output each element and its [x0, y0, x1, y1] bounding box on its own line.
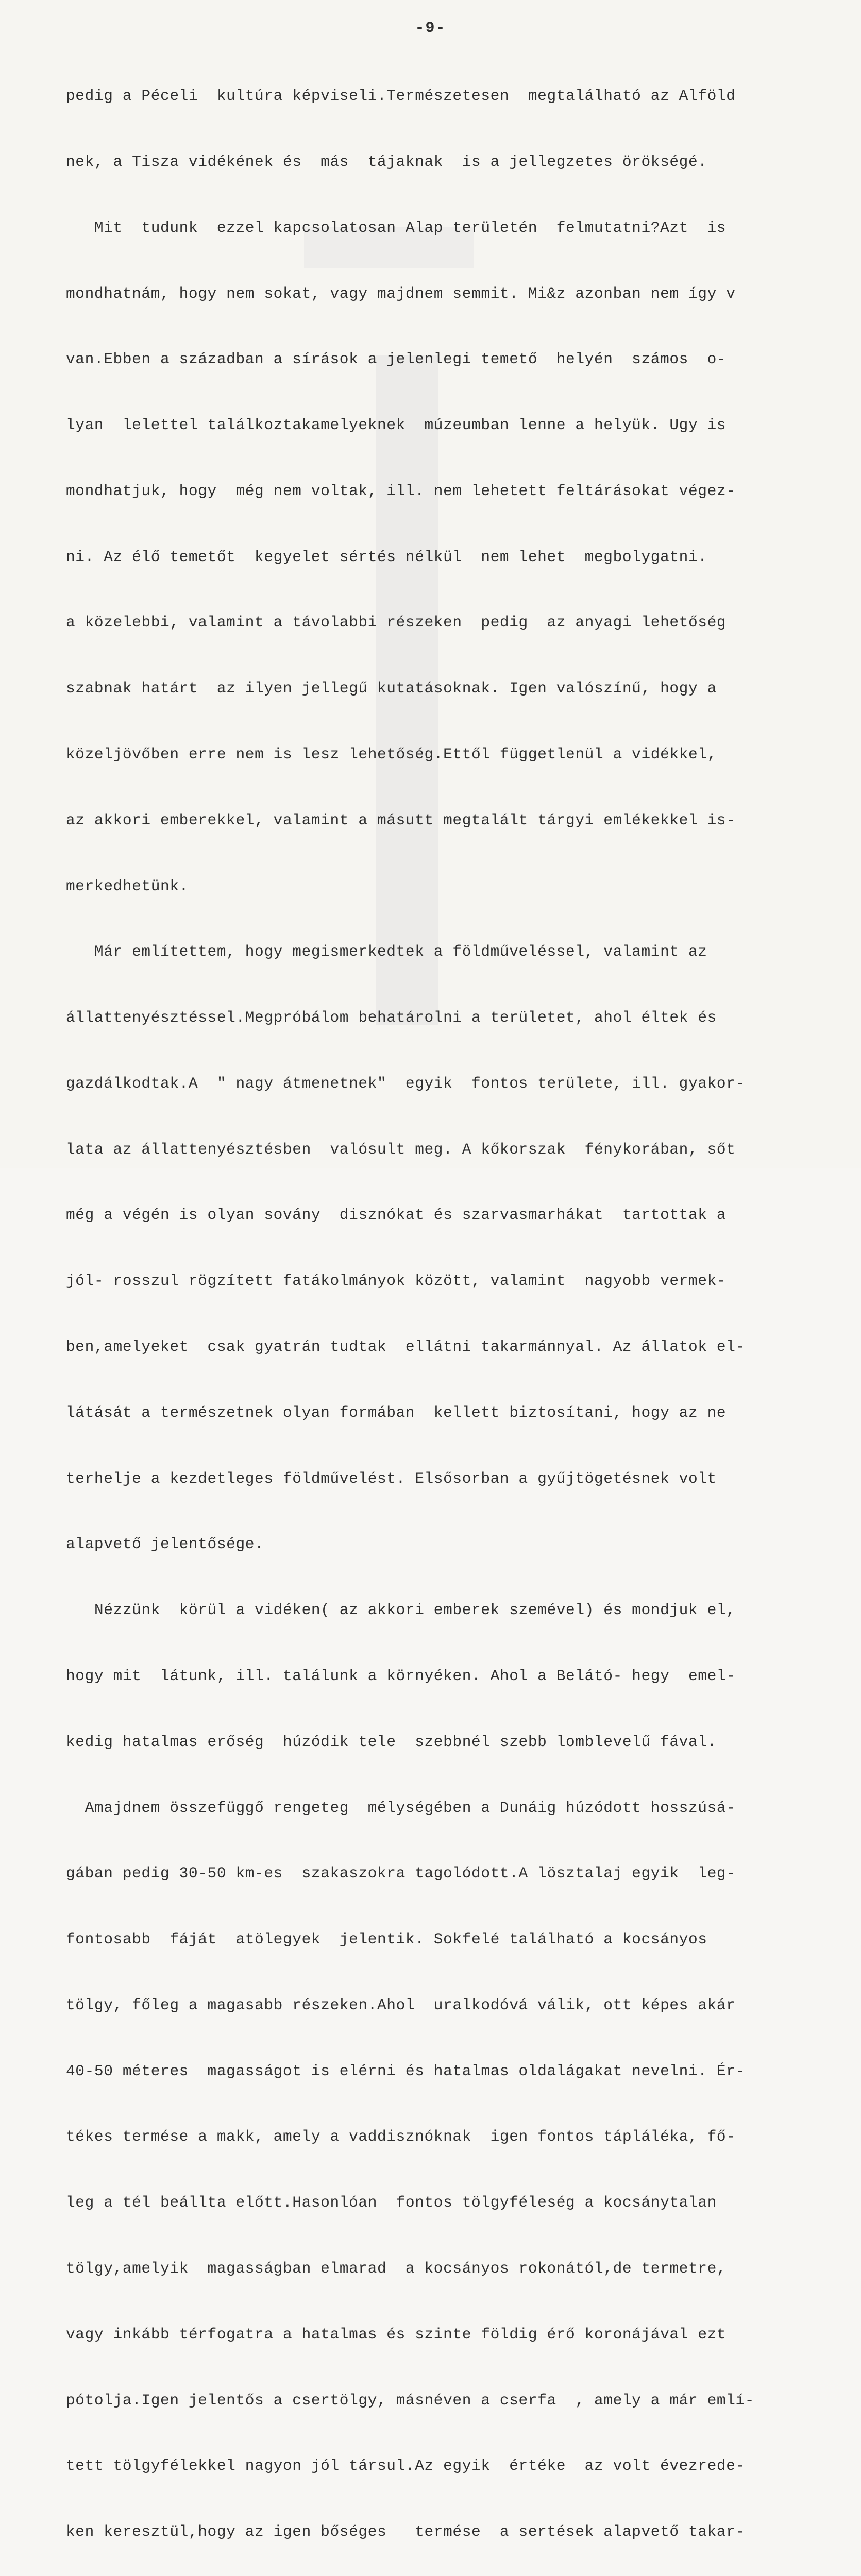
text-line: lyan lelettel találkoztakamelyeknek múzeumban lenne a helyük. Ugy is: [66, 416, 727, 434]
text-line: terhelje a kezdetleges földművelést. Elsősorban a gyűjtögetésnek volt: [66, 1469, 717, 1487]
text-line: 40-50 méteres magasságot is elérni és hatalmas oldalágakat nevelni. Ér-: [66, 2062, 745, 2080]
text-line: mondhatnám, hogy nem sokat, vagy majdnem semmit. Mi&z azonban nem így v: [66, 284, 736, 302]
text-line: mondhatjuk, hogy még nem voltak, ill. nem lehetett feltárásokat végez-: [66, 482, 736, 500]
text-line: fontosabb fáját atölegyek jelentik. Sokfelé található a kocsányos: [66, 1930, 707, 1948]
text-line: pótolja.Igen jelentős a csertölgy, másnéven a cserfa , amely a már emlí-: [66, 2391, 755, 2409]
text-line: szabnak határt az ilyen jellegű kutatásoknak. Igen valószínű, hogy a: [66, 680, 717, 698]
text-line: alapvető jelentősége.: [66, 1535, 264, 1553]
text-line: látását a természetnek olyan formában kellett biztosítani, hogy az ne: [66, 1403, 727, 1421]
text-line: gazdálkodtak.A " nagy átmenetnek" egyik fontos területe, ill. gyakor-: [66, 1074, 745, 1092]
text-line: merkedhetünk.: [66, 877, 189, 895]
text-line: az akkori emberekkel, valamint a másutt megtalált tárgyi emlékekkel is-: [66, 811, 736, 829]
text-line: van.Ebben a században a sírások a jelenlegi temető helyén számos o-: [66, 350, 727, 368]
text-line: hogy mit látunk, ill. találunk a környéken. Ahol a Belátó- hegy emel-: [66, 1667, 736, 1685]
text-line: gában pedig 30-50 km-es szakaszokra tagolódott.A lösztalaj egyik leg-: [66, 1865, 736, 1883]
text-line: tölgy,amelyik magasságban elmarad a kocsányos rokonától,de termetre,: [66, 2259, 727, 2277]
text-line: leg a tél beállta előtt.Hasonlóan fontos tölgyféleség a kocsánytalan: [66, 2194, 717, 2212]
text-line: Mit tudunk ezzel kapcsolatosan Alap területén felmutatni?Azt is: [66, 218, 727, 236]
text-line: állattenyésztéssel.Megpróbálom behatárolni a területet, ahol éltek és: [66, 1009, 717, 1027]
text-line: tölgy, főleg a magasabb részeken.Ahol uralkodóvá válik, ott képes akár: [66, 1996, 736, 2014]
text-line: Nézzünk körül a vidéken( az akkori emberek szemével) és mondjuk el,: [66, 1601, 736, 1619]
text-line: ken keresztül,hogy az igen bőséges termése a sertések alapvető takar-: [66, 2523, 745, 2541]
text-line: még a végén is olyan sovány disznókat és szarvasmarhákat tartottak a: [66, 1206, 727, 1224]
text-line: nek, a Tisza vidékének és más tájaknak is a jellegzetes örökségé.: [66, 152, 707, 171]
text-line: közeljövőben erre nem is lesz lehetőség.Ettől függetlenül a vidékkel,: [66, 745, 717, 763]
text-line: a közelebbi, valamint a távolabbi részeken pedig az anyagi lehetőség: [66, 614, 727, 632]
text-line: Már említettem, hogy megismerkedtek a földműveléssel, valamint az: [66, 943, 707, 961]
text-line: tékes termése a makk, amely a vaddisznóknak igen fontos tápláléka, fő-: [66, 2128, 736, 2146]
text-line: jól- rosszul rögzített fatákolmányok között, valamint nagyobb vermek-: [66, 1272, 727, 1290]
text-line: kedig hatalmas erőség húzódik tele szebbnél szebb lomblevelű fával.: [66, 1733, 717, 1751]
text-line: Amajdnem összefüggő rengeteg mélységében a Dunáig húzódott hosszúsá-: [66, 1799, 736, 1817]
text-line: tett tölgyfélekkel nagyon jól társul.Az egyik értéke az volt évezrede-: [66, 2457, 745, 2475]
body-text: [66, 41, 829, 2576]
page-number: -9-: [415, 20, 446, 37]
text-line: ben,amelyeket csak gyatrán tudtak ellátni takarmánnyal. Az állatok el-: [66, 1338, 745, 1356]
text-line: pedig a Péceli kultúra képviseli.Természetesen megtalálható az Alföld: [66, 87, 736, 105]
text-line: ni. Az élő temetőt kegyelet sértés nélkül nem lehet megbolygatni.: [66, 548, 707, 566]
text-line: lata az állattenyésztésben valósult meg. A kőkorszak fénykorában, sőt: [66, 1140, 736, 1158]
text-line: vagy inkább térfogatra a hatalmas és szinte földig érő koronájával ezt: [66, 2325, 727, 2343]
